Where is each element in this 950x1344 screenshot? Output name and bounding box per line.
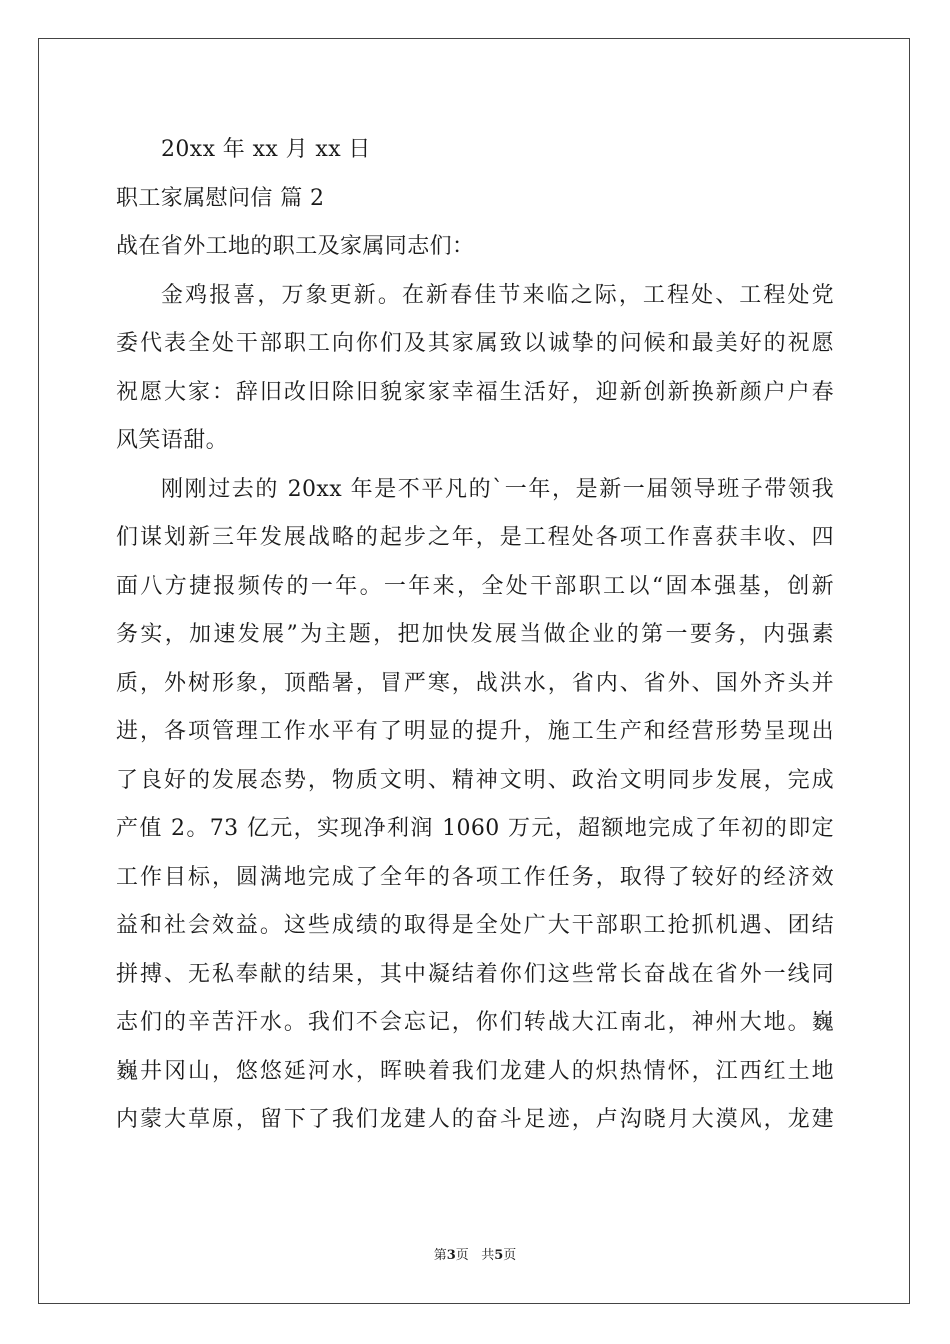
- paragraph-2-line: 产值 2。73 亿元，实现净利润 1060 万元，超额地完成了年初的即定: [116, 816, 834, 841]
- paragraph-2-line: 质，外树形象，顶酷暑，冒严寒，战洪水，省内、省外、国外齐头并: [116, 670, 834, 696]
- paragraph-2-line: 益和社会效益。这些成绩的取得是全处广大干部职工抢抓机遇、团结: [116, 913, 834, 938]
- paragraph-1-line: 祝愿大家：辞旧改旧除旧貌家家幸福生活好，迎新创新换新颜户户春: [116, 379, 834, 405]
- paragraph-1-line: 金鸡报喜，万象更新。在新春佳节来临之际，工程处、工程处党: [161, 282, 834, 308]
- document-body: [116, 130, 834, 1149]
- page-footer: [0, 1246, 950, 1266]
- footer-page-number: 3: [446, 1248, 456, 1263]
- paragraph-2-line: 内蒙大草原，留下了我们龙建人的奋斗足迹，卢沟晓月大漠风，龙建: [116, 1107, 834, 1132]
- paragraph-1-line: 委代表全处干部职工向你们及其家属致以诚挚的问候和最美好的祝愿: [116, 331, 834, 356]
- paragraph-2-line: 志们的辛苦汗水。我们不会忘记，你们转战大江南北，神州大地。巍: [116, 1010, 834, 1035]
- paragraph-2-line: 面八方捷报频传的一年。一年来，全处干部职工以“固本强基，创新: [116, 573, 834, 599]
- salutation: 战在省外工地的职工及家属同志们：: [116, 234, 475, 259]
- paragraph-2-line: 们谋划新三年发展战略的起步之年，是工程处各项工作喜获丰收、四: [116, 525, 834, 550]
- date-line: 20xx 年 xx 月 xx 日: [161, 137, 371, 162]
- paragraph-2-line: 工作目标，圆满地完成了全年的各项工作任务，取得了较好的经济效: [116, 864, 834, 890]
- paragraph-2-line: 进，各项管理工作水平有了明显的提升，施工生产和经营形势呈现出: [116, 719, 834, 744]
- paragraph-2-line: 刚刚过去的 20xx 年是不平凡的`一年，是新一届领导班子带领我: [161, 476, 834, 502]
- letter-heading: 职工家属慰问信 篇 2: [116, 185, 325, 211]
- footer-total-suffix: 页: [503, 1248, 517, 1263]
- footer-total-prefix: 共: [481, 1248, 495, 1263]
- paragraph-2-line: 了良好的发展态势，物质文明、精神文明、政治文明同步发展，完成: [116, 767, 834, 793]
- paragraph-2-line: 拼搏、无私奉献的结果，其中凝结着你们这些常长奋战在省外一线同: [116, 961, 834, 987]
- footer-page-prefix: 第: [433, 1248, 447, 1263]
- paragraph-1-line: 风笑语甜。: [116, 428, 229, 453]
- footer-total-pages: 5: [494, 1248, 504, 1263]
- paragraph-2-line: 务实，加速发展”为主题，把加快发展当做企业的第一要务，内强素: [116, 622, 834, 647]
- footer-page-suffix: 页: [455, 1248, 469, 1263]
- paragraph-2-line: 巍井冈山，悠悠延河水，晖映着我们龙建人的炽热情怀，江西红土地: [116, 1058, 834, 1084]
